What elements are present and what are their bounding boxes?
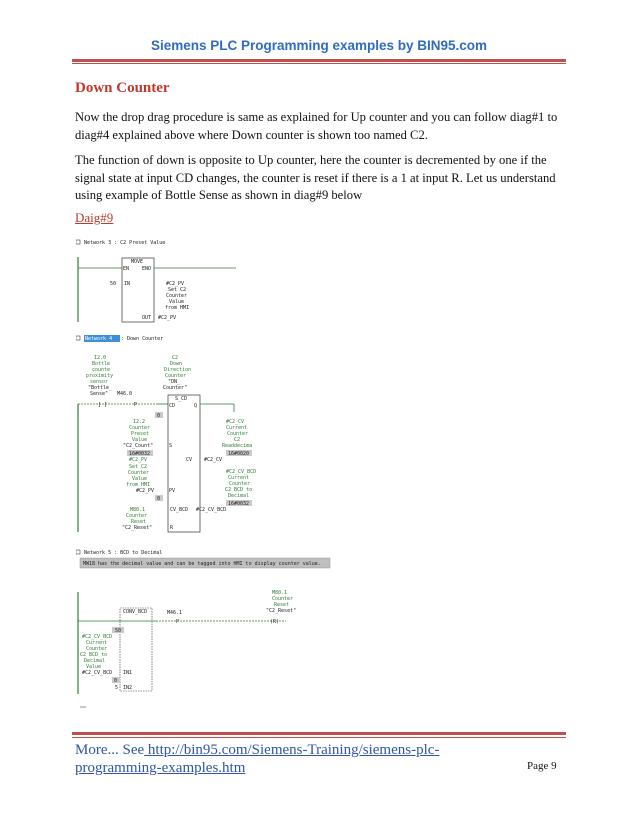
footer-rule	[72, 732, 566, 735]
header-rule	[72, 59, 566, 62]
count-comment-4: Value	[132, 437, 148, 443]
preset-comment-3: Counter	[166, 293, 188, 299]
input-comment-3: counte	[92, 367, 111, 373]
net5-mem: M46.1	[167, 610, 183, 616]
pv-pin: PV	[169, 488, 176, 494]
input-comment-1: I2.0	[94, 355, 107, 361]
pv-comment-1: #C2_PV	[129, 457, 148, 463]
diagram-link[interactable]: Daig#9	[75, 210, 114, 225]
net5-reset-2: Counter	[272, 596, 294, 602]
section-heading: Down Counter	[75, 80, 170, 96]
in1-value: 0	[114, 678, 118, 684]
header-rule-thin	[72, 63, 566, 64]
conv-comment-7: #C2_CV_BCD	[82, 670, 113, 676]
q-pin: Q	[194, 403, 198, 409]
input-comment-6: "Bottle_	[88, 385, 113, 391]
conv-block	[120, 608, 152, 691]
input-comment-4: proximity	[86, 373, 114, 379]
cvbcd-out: #C2_CV_BCD	[196, 507, 227, 513]
hex-value-3: 16#0032	[228, 501, 250, 507]
out-pin: OUT	[142, 315, 152, 321]
more-link[interactable]: http://bin95.com/Siemens-Training/siemens-plc-programming-examples.htm	[75, 742, 440, 776]
more-link-block	[75, 741, 515, 777]
more-prefix: More... See	[75, 742, 145, 758]
pv-comment-2: Set C2	[129, 464, 148, 470]
edge-contact: P	[134, 402, 138, 408]
count-comment-2: Counter	[129, 425, 151, 431]
in2-value: 5	[115, 685, 119, 691]
page-number: Page 9	[527, 760, 557, 772]
conv-label: CONV_BCD	[123, 609, 148, 615]
r-pin: R	[170, 525, 174, 531]
bcd-comment-3: Counter	[229, 481, 251, 487]
pv-comment-5: from HMI	[126, 482, 151, 488]
c2-comment-4: Counter	[165, 373, 187, 379]
conv-comment-3: Counter	[86, 646, 108, 652]
net5-reset-1: M80.1	[272, 590, 288, 596]
reset-comment-2: Counter	[126, 513, 148, 519]
input-comment-5: sensor	[90, 379, 109, 385]
count-comment-5: "C2_Count"	[123, 443, 154, 449]
network5-comment: MW18 has the decimal value and can be tagged into HMI to display counter value.	[83, 561, 321, 567]
network4-label: Network 4	[85, 336, 113, 342]
move-label: MOVE	[131, 259, 144, 265]
c2-comment-1: C2	[172, 355, 179, 361]
input-comment-2: Bottle	[92, 361, 111, 367]
cvbcd-pin: CV_BCD	[170, 507, 189, 513]
net5-reset-4: "C2_Reset"	[266, 608, 297, 614]
net5-edge: P	[176, 619, 180, 625]
en-pin: EN	[123, 266, 130, 272]
bcd-comment-4: C2 BCD to	[225, 487, 253, 493]
cv-comment-2: Current	[226, 425, 248, 431]
pv-comment-4: Value	[132, 476, 148, 482]
conv-comment-6: Value	[86, 664, 102, 670]
in-pin: IN	[124, 281, 131, 287]
count-comment-1: I2.2	[133, 419, 146, 425]
in1-pin: IN1	[123, 670, 133, 676]
reset-comment-1: M80.1	[130, 507, 146, 513]
cv-comment-1: #C2_CV	[226, 419, 245, 425]
pv-comment-3: Counter	[128, 470, 150, 476]
collapse-icon	[76, 550, 80, 554]
bcd-comment-1: #C2_CV_BCD	[226, 469, 257, 475]
paragraph-2: The function of down is opposite to Up counter, here the counter is decremented by one if the signal state at input CD changes, the counter is reset if there is a 1 at input R. Let us understand using example of Bottle Sense as shown in diag#9 below	[75, 153, 556, 202]
ladder-diagram	[76, 232, 366, 712]
input-comment-7: Sense"	[90, 391, 109, 397]
move-in-value: 50	[110, 281, 117, 287]
input-contact: ] [	[98, 402, 108, 408]
document-header: Siemens PLC Programming examples by BIN95.com	[150, 38, 488, 53]
count-comment-3: Preset	[131, 431, 150, 437]
net5-value: 50	[115, 628, 122, 634]
bcd-comment-2: Current	[228, 475, 250, 481]
network3-title: Network 3 : C2 Preset Value	[84, 240, 166, 246]
zero-value-2: 0	[157, 496, 161, 502]
cv-pin: CV	[186, 457, 193, 463]
cv-comment-5: Readdecima	[222, 443, 253, 449]
conv-comment-1: #C2_CV_BCD	[82, 634, 113, 640]
hex-value-2: 16#0020	[228, 451, 250, 457]
counter-type: S_CD	[175, 396, 188, 402]
conv-comment-5: Decimal	[84, 658, 106, 664]
collapse-icon	[76, 336, 80, 340]
c2-comment-2: Down	[170, 361, 183, 367]
preset-comment-5: from HMI	[165, 305, 190, 311]
cv-comment-4: C2	[234, 437, 241, 443]
eno-pin: ENO	[142, 266, 152, 272]
collapse-icon	[76, 240, 80, 244]
zero-value-1: 0	[157, 413, 161, 419]
cv-comment-3: Counter	[227, 431, 249, 437]
c2-comment-6: Counter"	[163, 385, 188, 391]
bcd-comment-5: Decimal	[228, 493, 250, 499]
c2-comment-5: "DN_	[168, 379, 181, 385]
net5-coil: (R)	[270, 619, 280, 625]
conv-comment-4: C2 BCD to	[80, 652, 108, 658]
hex-value-1: 16#0032	[129, 451, 151, 457]
cv-out: #C2_CV	[204, 457, 223, 463]
reset-comment-4: "C2_Reset"	[122, 525, 153, 531]
network5-title: Network 5 : BCD to Decimal	[84, 550, 163, 556]
preset-comment-2: Set C2	[168, 287, 187, 293]
paragraph-1: Now the drop drag procedure is same as explained for Up counter and you can follow diag#1 to diag#4 explained above where Down counter is shown too named C2.	[75, 110, 558, 142]
reset-comment-3: Reset	[131, 519, 147, 525]
preset-comment-1: #C2_PV	[166, 281, 185, 287]
pv-comment-6: #C2_PV	[136, 488, 155, 494]
preset-comment-4: Value	[169, 299, 185, 305]
net5-reset-3: Reset	[274, 602, 290, 608]
edge-memory: M46.0	[117, 391, 133, 397]
c2-comment-3: Direction	[164, 367, 192, 373]
footer-rule-thin	[72, 737, 566, 738]
network4-title: : Down Counter	[121, 336, 164, 342]
s-pin: S	[169, 443, 173, 449]
in2-pin: IN2	[123, 685, 133, 691]
cd-pin: CD	[169, 403, 176, 409]
conv-comment-2: Current	[86, 640, 108, 646]
preset-out: #C2_PV	[158, 315, 177, 321]
